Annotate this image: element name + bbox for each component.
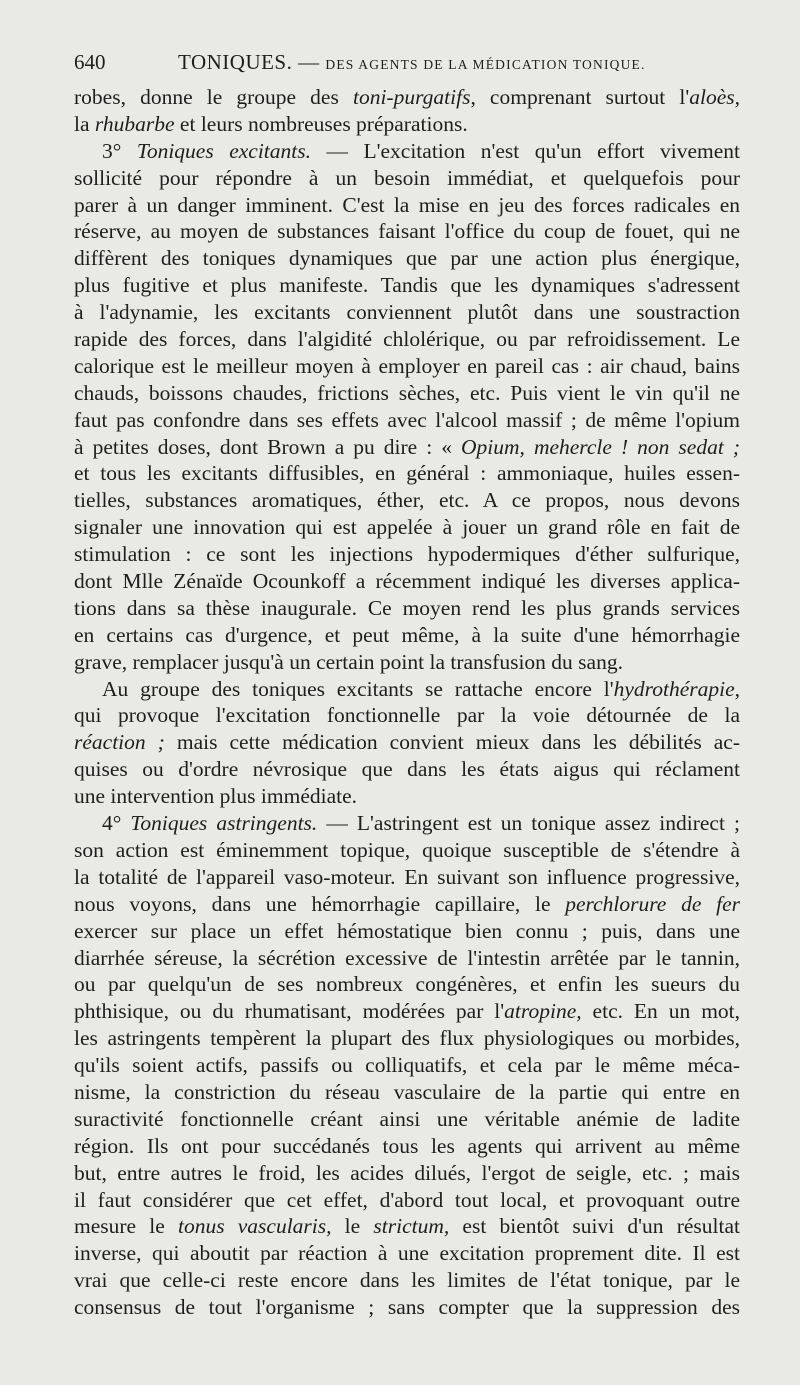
- text-line: [74, 810, 740, 837]
- italic-text: strictum,: [373, 1214, 450, 1239]
- text-line: [74, 353, 740, 380]
- header-title: TONIQUES.: [178, 50, 293, 74]
- text-run: la: [74, 111, 95, 136]
- header-subtitle: DES AGENTS DE LA MÉDICATION TONIQUE.: [325, 57, 646, 72]
- text-line: [74, 1106, 740, 1133]
- text-run: parer à un danger imminent. C'est la mise en jeu des forces radicales en: [74, 192, 740, 217]
- text-line: [74, 434, 740, 461]
- text-run: à l'adynamie, les excitants conviennent plutôt dans une soustraction: [74, 300, 740, 325]
- header-dash: —: [292, 50, 326, 74]
- text-run: à petites doses, dont Brown a pu dire : «: [74, 434, 462, 459]
- italic-text: tonus vascularis,: [177, 1214, 332, 1239]
- text-run: en certains cas d'urgence, et peut même, à la suite d'une hémorrhagie: [74, 622, 740, 647]
- text-line: [74, 487, 740, 514]
- text-run: sollicité pour répondre à un besoin immédiat, et quelquefois pour: [74, 165, 740, 190]
- text-run: grave, remplacer jusqu'à un certain point la transfusion du sang.: [74, 649, 623, 674]
- text-line: [74, 165, 740, 192]
- text-run: nisme, la constriction du réseau vasculaire de la partie qui entre en: [74, 1079, 740, 1104]
- text-line: [74, 1187, 740, 1214]
- text-line: [74, 192, 740, 219]
- text-line: [74, 1025, 740, 1052]
- text-run: diffèrent des toniques dynamiques que par une action plus énergique,: [74, 246, 740, 271]
- text-line: [74, 138, 740, 165]
- text-run: exercer sur place un effet hémostatique bien connu ; puis, dans une: [74, 918, 740, 943]
- text-run: ou par quelqu'un de ses nombreux congénères, et enfin les sueurs du: [74, 972, 740, 997]
- text-line: [74, 1052, 740, 1079]
- text-run: signaler une innovation qui est appelée à jouer un grand rôle en fait de: [74, 515, 740, 540]
- text-line: [74, 998, 740, 1025]
- running-header: [74, 46, 740, 80]
- text-line: [74, 945, 740, 972]
- running-title: [178, 50, 646, 75]
- text-line: [74, 514, 740, 541]
- text-run: inverse, qui aboutit par réaction à une excitation proprement dite. Il est: [74, 1241, 740, 1266]
- text-run: est bientôt suivi d'un résultat: [449, 1214, 740, 1239]
- text-run: diarrhée séreuse, la sécrétion excessive de l'intestin arrêtée par le tannin,: [74, 945, 740, 970]
- text-line: [74, 218, 740, 245]
- text-body: [74, 84, 740, 1321]
- text-line: [74, 1294, 740, 1321]
- text-run: plus fugitive et plus manifeste. Tandis que les dynamiques s'adressent: [74, 273, 740, 298]
- text-run: 3°: [102, 138, 137, 163]
- text-run: calorique est le meilleur moyen à employer en pareil cas : air chaud, bains: [74, 353, 740, 378]
- text-run: chauds, boissons chaudes, frictions sèches, etc. Puis vient le vin qu'il ne: [74, 380, 740, 405]
- italic-text: rhubarbe: [94, 111, 175, 136]
- text-run: stimulation : ce sont les injections hypodermiques d'éther sulfurique,: [74, 542, 740, 567]
- text-run: vrai que celle-ci reste encore dans les limites de l'état tonique, par le: [74, 1268, 740, 1293]
- text-run: but, entre autres le froid, les acides dilués, l'ergot de seigle, etc. ; mais: [74, 1160, 740, 1185]
- text-line: [74, 541, 740, 568]
- text-line: [74, 649, 740, 676]
- text-run: et leurs nombreuses préparations.: [174, 111, 468, 136]
- text-line: [74, 245, 740, 272]
- text-run: quises ou d'ordre névrosique que dans les états aigus qui réclament: [74, 757, 740, 782]
- text-run: mesure le: [74, 1214, 178, 1239]
- italic-text: perchlorure de fer: [565, 891, 740, 916]
- text-run: qu'ils soient actifs, passifs ou colliquatifs, et cela par le même méca-: [74, 1053, 740, 1078]
- text-run: dont Mlle Zénaïde Ocounkoff a récemment indiqué les diverses applica-: [74, 569, 740, 594]
- text-run: et tous les excitants diffusibles, en général : ammoniaque, huiles essen-: [74, 461, 740, 486]
- text-run: le: [331, 1214, 374, 1239]
- text-line: [74, 111, 740, 138]
- text-line: [74, 407, 740, 434]
- italic-text: Toniques astringents.: [130, 811, 318, 836]
- text-line: [74, 756, 740, 783]
- italic-text: atropine,: [504, 999, 582, 1024]
- text-run: consensus de tout l'organisme ; sans compter que la suppression des: [74, 1295, 740, 1320]
- italic-text: Opium, mehercle ! non sedat ;: [461, 434, 740, 459]
- text-run: qui provoque l'excitation fonctionnelle par la voie détournée de la: [74, 703, 740, 728]
- text-run: nous voyons, dans une hémorrhagie capillaire, le: [74, 891, 566, 916]
- italic-text: Toniques excitants.: [136, 138, 311, 163]
- text-line: [74, 568, 740, 595]
- text-line: [74, 676, 740, 703]
- italic-text: toni-purgatifs: [352, 85, 471, 109]
- text-run: il faut considérer que cet effet, d'abord tout local, et provoquant outre: [74, 1187, 740, 1212]
- text-line: [74, 1133, 740, 1160]
- text-line: [74, 702, 740, 729]
- text-run: phthisique, ou du rhumatisant, modérées par l': [74, 999, 505, 1024]
- text-line: [74, 1213, 740, 1240]
- text-line: [74, 864, 740, 891]
- text-run: région. Ils ont pour succédanés tous les agents qui arrivent au même: [74, 1133, 740, 1158]
- text-line: [74, 622, 740, 649]
- text-line: [74, 380, 740, 407]
- text-run: réserve, au moyen de substances faisant l'office du coup de fouet, qui ne: [74, 219, 740, 244]
- text-line: [74, 1160, 740, 1187]
- text-run: tielles, substances aromatiques, éther, etc. A ce propos, nous devons: [74, 488, 740, 513]
- text-run: son action est éminemment topique, quoique susceptible de s'étendre à: [74, 837, 740, 862]
- text-line: [74, 783, 740, 810]
- text-run: etc. En un mot,: [581, 999, 741, 1024]
- text-run: Au groupe des toniques excitants se rattache encore l': [102, 676, 614, 701]
- text-run: les astringents tempèrent la plupart des flux physiologiques ou morbides,: [74, 1026, 740, 1051]
- text-run: faut pas confondre dans ses effets avec l'alcool massif ; de même l'opium: [74, 407, 740, 432]
- text-line: [74, 460, 740, 487]
- text-line: [74, 837, 740, 864]
- text-run: mais cette médication convient mieux dans les débilités ac-: [164, 730, 740, 755]
- text-line: [74, 1079, 740, 1106]
- text-line: [74, 326, 740, 353]
- text-line: [74, 918, 740, 945]
- text-run: rapide des forces, dans l'algidité chlolérique, ou par refroidissement. Le: [74, 327, 740, 352]
- text-run: tions dans sa thèse inaugurale. Ce moyen rend les plus grands services: [74, 595, 740, 620]
- text-run: robes, donne le groupe des: [74, 85, 353, 109]
- text-line: [74, 299, 740, 326]
- page-number: 640: [74, 50, 106, 74]
- text-line: [74, 595, 740, 622]
- text-line: [74, 891, 740, 918]
- text-run: — L'astringent est un tonique assez indirect ;: [317, 811, 740, 836]
- text-run: une intervention plus immédiate.: [74, 784, 358, 809]
- text-line: [74, 1267, 740, 1294]
- text-run: la totalité de l'appareil vaso-moteur. En suivant son influence progressive,: [74, 864, 740, 889]
- text-run: , comprenant surtout l': [470, 85, 690, 109]
- text-line: [74, 1240, 740, 1267]
- italic-text: aloès,: [689, 85, 740, 109]
- text-line: [74, 84, 740, 111]
- text-line: [74, 272, 740, 299]
- text-line: [74, 729, 740, 756]
- text-run: — L'excitation n'est qu'un effort vivement: [311, 138, 740, 163]
- italic-text: hydrothérapie,: [613, 676, 740, 701]
- text-line: [74, 971, 740, 998]
- italic-text: réaction ;: [74, 730, 165, 755]
- text-run: suractivité fonctionnelle créant ainsi une véritable anémie de ladite: [74, 1106, 740, 1131]
- text-run: 4°: [102, 811, 131, 836]
